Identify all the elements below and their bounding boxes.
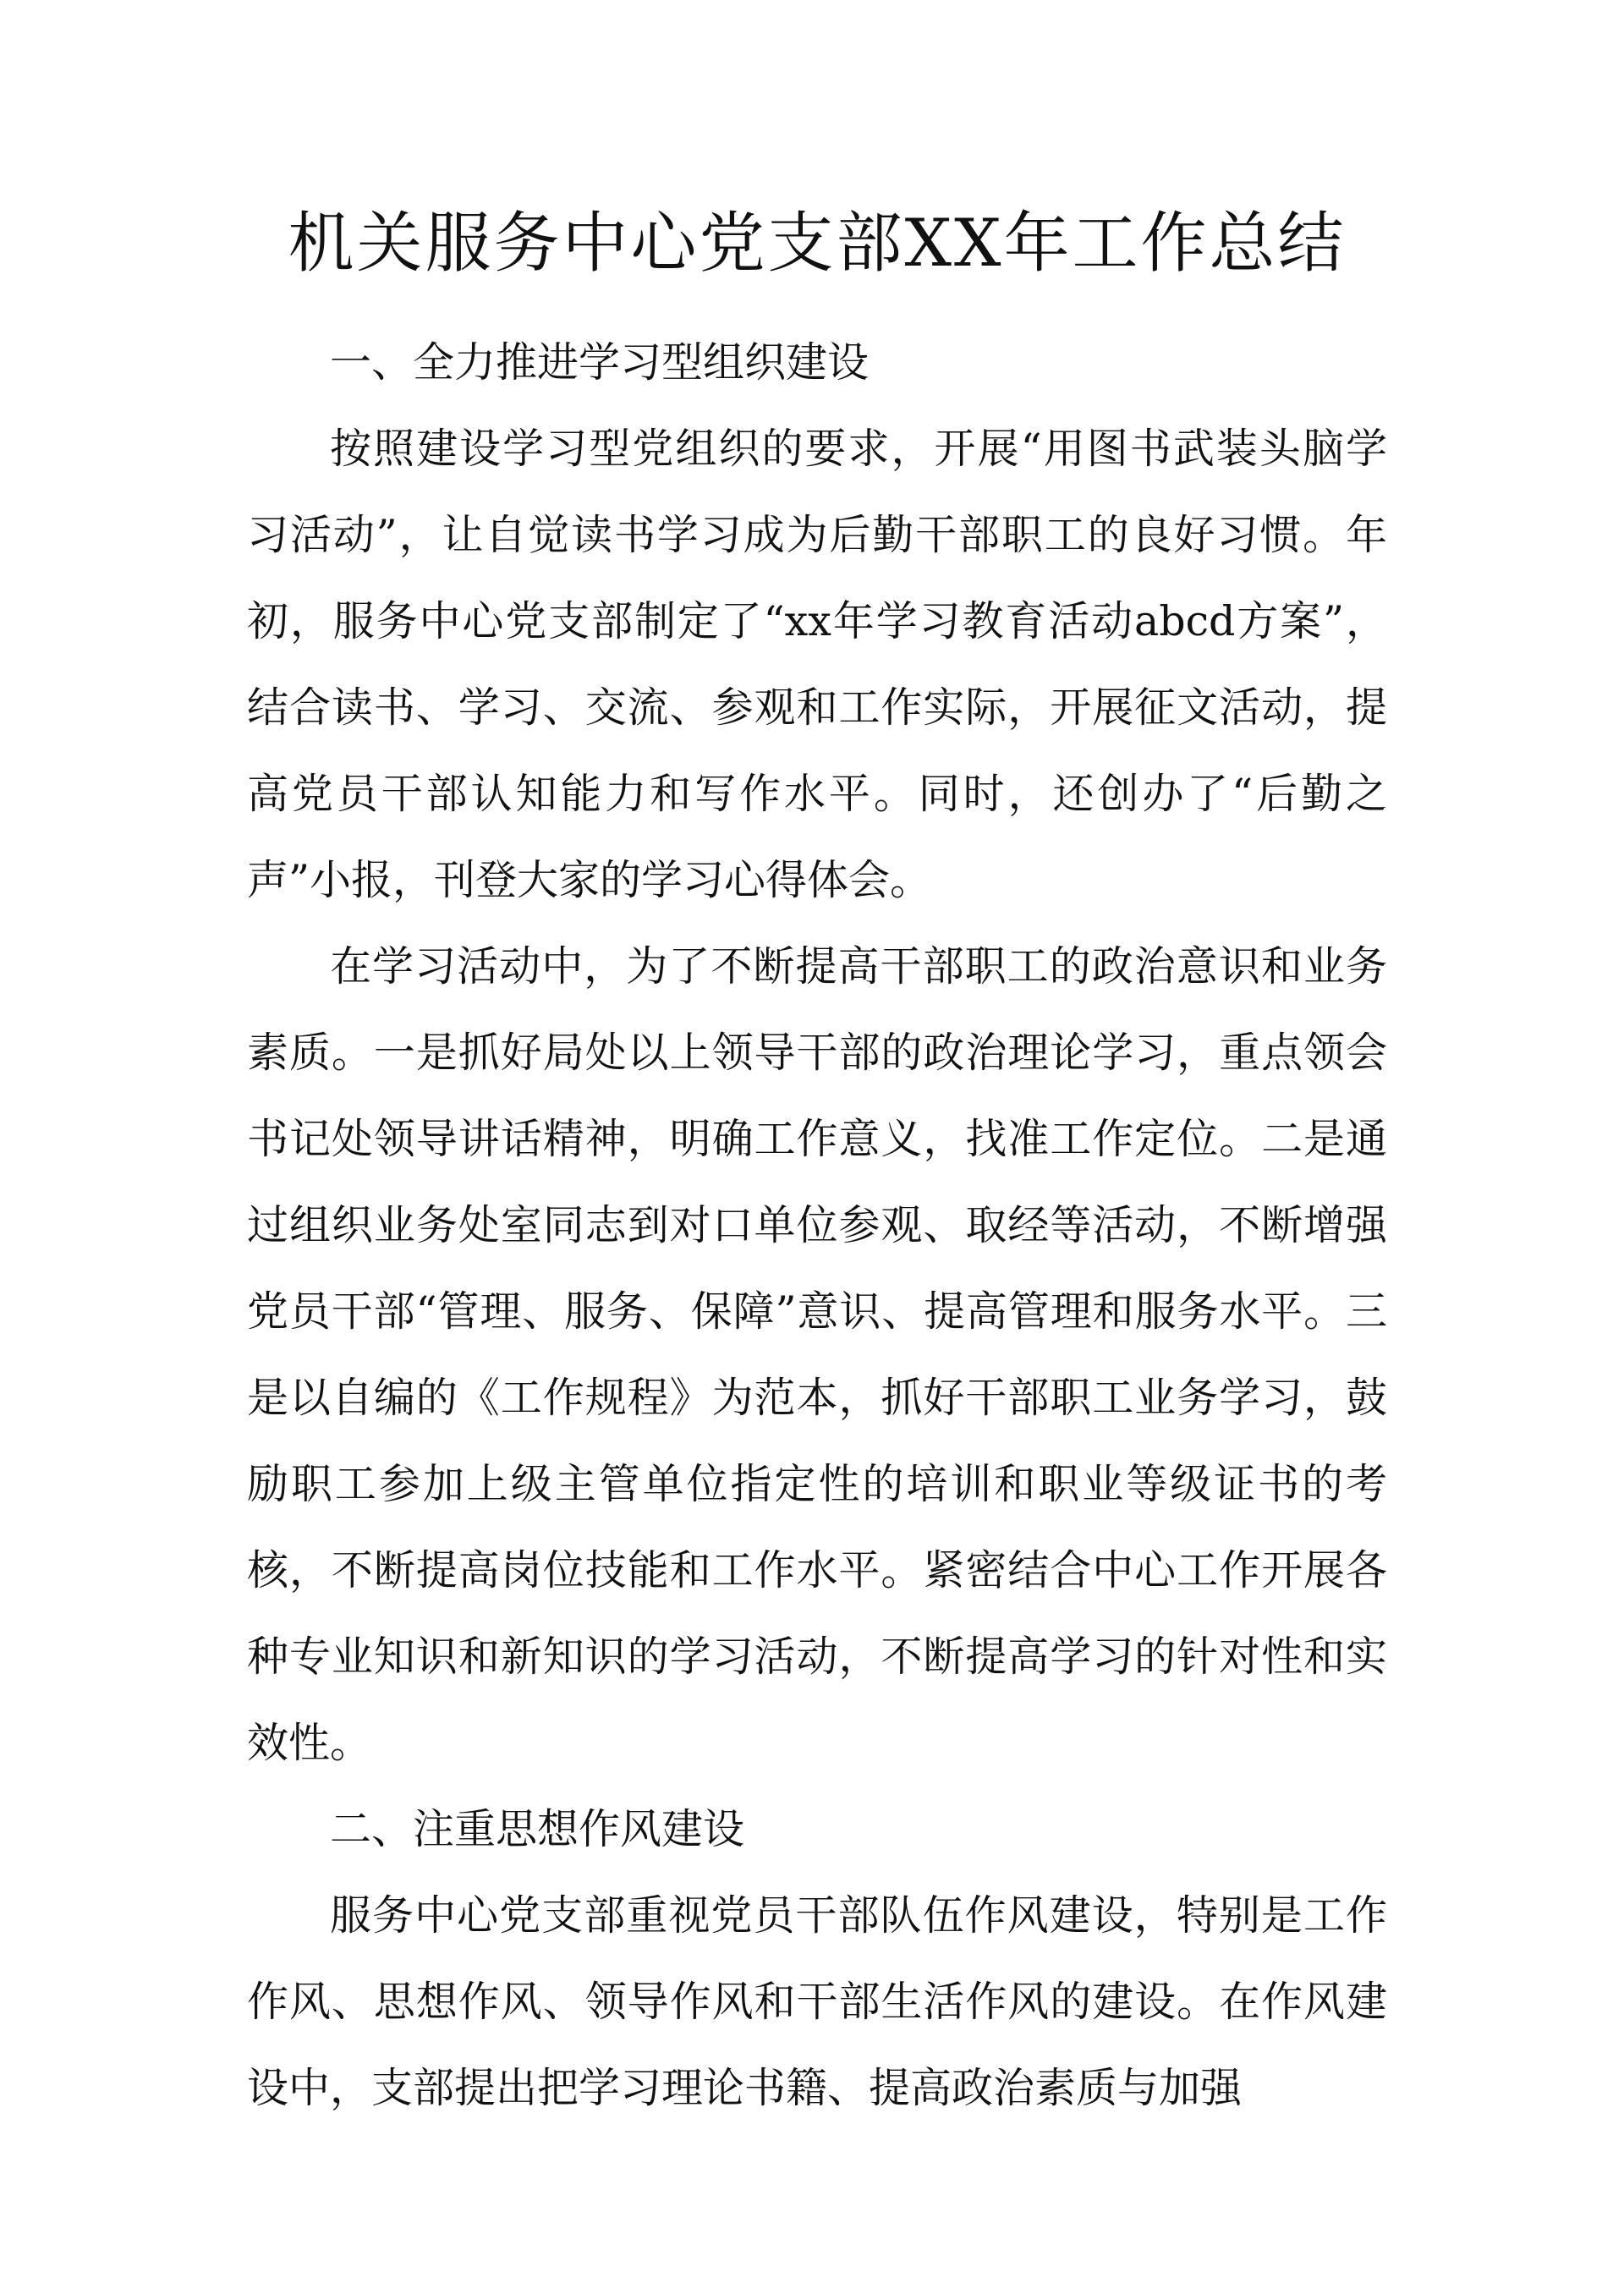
section-1-paragraph-2: 在学习活动中，为了不断提高干部职工的政治意识和业务素质。一是抓好局处以上领导干部的政治理论学习，重点领会书记处领导讲话精神，明确工作意义，找准工作定位。二是通过组织业务处室同志到对口单位参观、取经等活动，不断增强党员干部“管理、服务、保障”意识、提高管理和服务水平。三是以自编的《工作规程》为范本，抓好干部职工业务学习，鼓励职工参加上级主管单位指定性的培训和职业等级证书的考核，不断提高岗位技能和工作水平。紧密结合中心工作开展各种专业知识和新知识的学习活动，不断提高学习的针对性和实效性。 bbox=[247, 942, 1387, 1767]
section-heading-1: 一、全力推进学习型组织建设 bbox=[330, 338, 870, 387]
document-content bbox=[247, 193, 1387, 2132]
document-title: 机关服务中心党支部XX年工作总结 bbox=[288, 206, 1347, 282]
section-1-paragraph-1: 按照建设学习型党组织的要求，开展“用图书武装头脑学习活动”，让自觉读书学习成为后勤干部职工的良好习惯。年初，服务中心党支部制定了“xx年学习教育活动abcd方案”，结合读书、学习、交流、参观和工作实际，开展征文活动，提高党员干部认知能力和写作水平。同时，还创办了“后勤之声”小报，刊登大家的学习心得体会。 bbox=[247, 425, 1387, 904]
section-heading-2: 二、注重思想作风建设 bbox=[330, 1805, 745, 1853]
section-2-paragraph-1: 服务中心党支部重视党员干部队伍作风建设，特别是工作作风、思想作风、领导作风和干部生活作风的建设。在作风建设中，支部提出把学习理论书籍、提高政治素质与加强 bbox=[247, 1891, 1387, 2112]
